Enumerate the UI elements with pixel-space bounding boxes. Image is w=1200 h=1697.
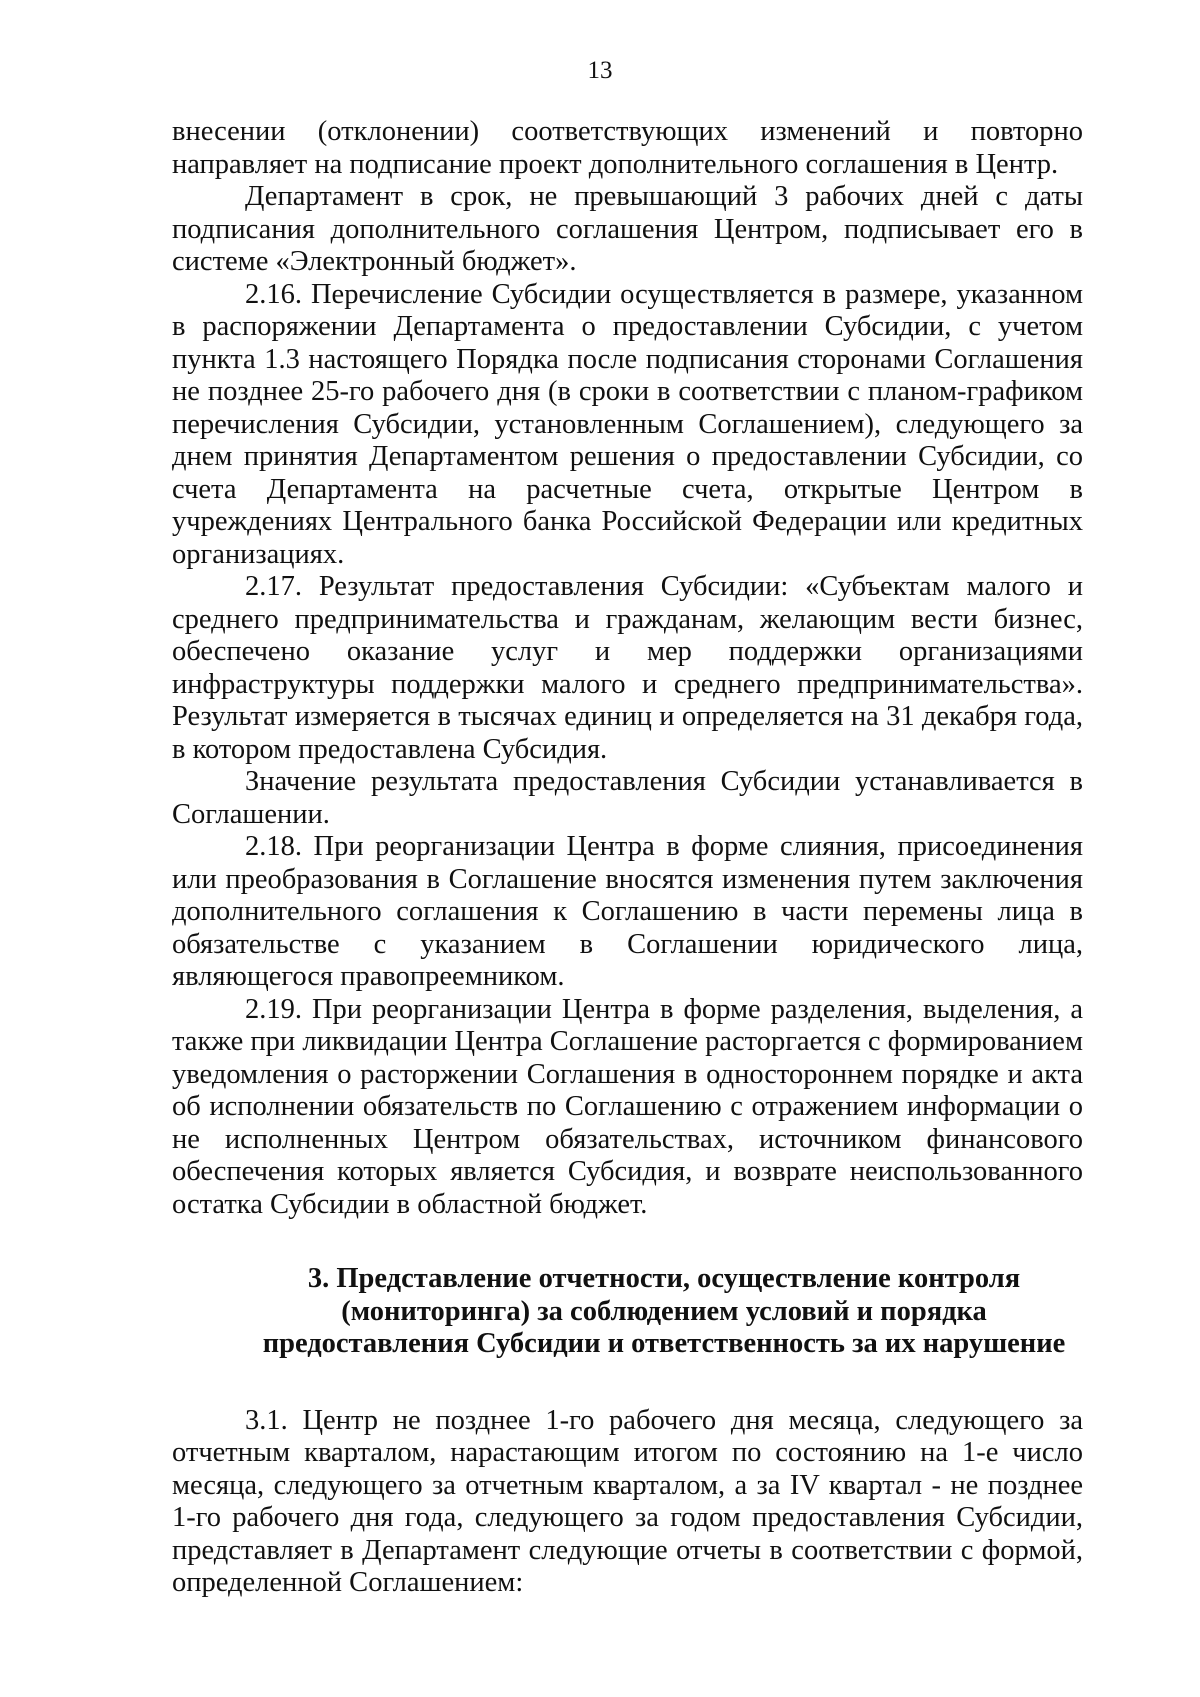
paragraph-3-1: 3.1. Центр не позднее 1-го рабочего дня месяца, следующего за отчетным кварталом, нарастающим итогом по состоянию на 1-е число месяца, следующего за отчетным кварталом, а за IV квартал - не позднее 1-го рабочего дня года, следующего за годом предоставления Субсидии, представляет в Департамент следующие отчеты в соответствии с формой, определенной Соглашением: — [172, 1404, 1083, 1598]
paragraph-2-19: 2.19. При реорганизации Центра в форме разделения, выделения, а также при ликвидации Центра Соглашение расторгается с формированием уведомления о расторжении Соглашения в одностороннем порядке и акта об исполнении обязательств по Соглашению с отражением информации о не исполненных Центром обязательствах, источником финансового обеспечения которых является Субсидия, и возврате неиспользованного остатка Субсидии в областной бюджет. — [172, 993, 1083, 1220]
section-heading-line-3: предоставления Субсидии и ответственность за их нарушение — [262, 1328, 1066, 1359]
section-3-heading — [172, 1263, 1083, 1361]
document-body — [172, 116, 1083, 1600]
paragraph-2-16: 2.16. Перечисление Субсидии осуществляется в размере, указанном в распоряжении Департамента о предоставлении Субсидии, с учетом пункта 1.3 настоящего Порядка после подписания сторонами Соглашения не позднее 25-го рабочего дня (в сроки в соответствии с планом-графиком перечисления Субсидии, установленным Соглашением), следующего за днем принятия Департаментом решения о предоставлении Субсидии, со счета Департамента на расчетные счета, открытые Центром в учреждениях Центрального банка Российской Федерации или кредитных организациях. — [172, 278, 1083, 570]
paragraph-2-17: 2.17. Результат предоставления Субсидии: «Субъектам малого и среднего предпринимательства и гражданам, желающим вести бизнес, обеспечено оказание услуг и мер поддержки организациями инфраструктуры поддержки малого и среднего предпринимательства». Результат измеряется в тысячах единиц и определяется на 31 декабря года, в котором предоставлена Субсидия. — [172, 571, 1083, 765]
paragraph-department-signing: Департамент в срок, не превышающий 3 рабочих дней с даты подписания дополнительного соглашения Центром, подписывает его в системе «Электронный бюджет». — [172, 181, 1083, 277]
page-number: 13 — [587, 57, 613, 84]
section-heading-line-1: 3. Представление отчетности, осуществление контроля — [307, 1263, 1021, 1294]
paragraph-continuation: внесении (отклонении) соответствующих изменений и повторно направляет на подписание проект дополнительного соглашения в Центр. — [172, 116, 1083, 180]
paragraph-result-value: Значение результата предоставления Субсидии устанавливается в Соглашении. — [172, 766, 1083, 830]
section-heading-line-2: (мониторинга) за соблюдением условий и порядка — [341, 1295, 987, 1327]
paragraph-2-18: 2.18. При реорганизации Центра в форме слияния, присоединения или преобразования в Соглашение вносятся изменения путем заключения дополнительного соглашения к Соглашению в части перемены лица в обязательстве с указанием в Соглашении юридического лица, являющегося правопреемником. — [172, 831, 1083, 992]
